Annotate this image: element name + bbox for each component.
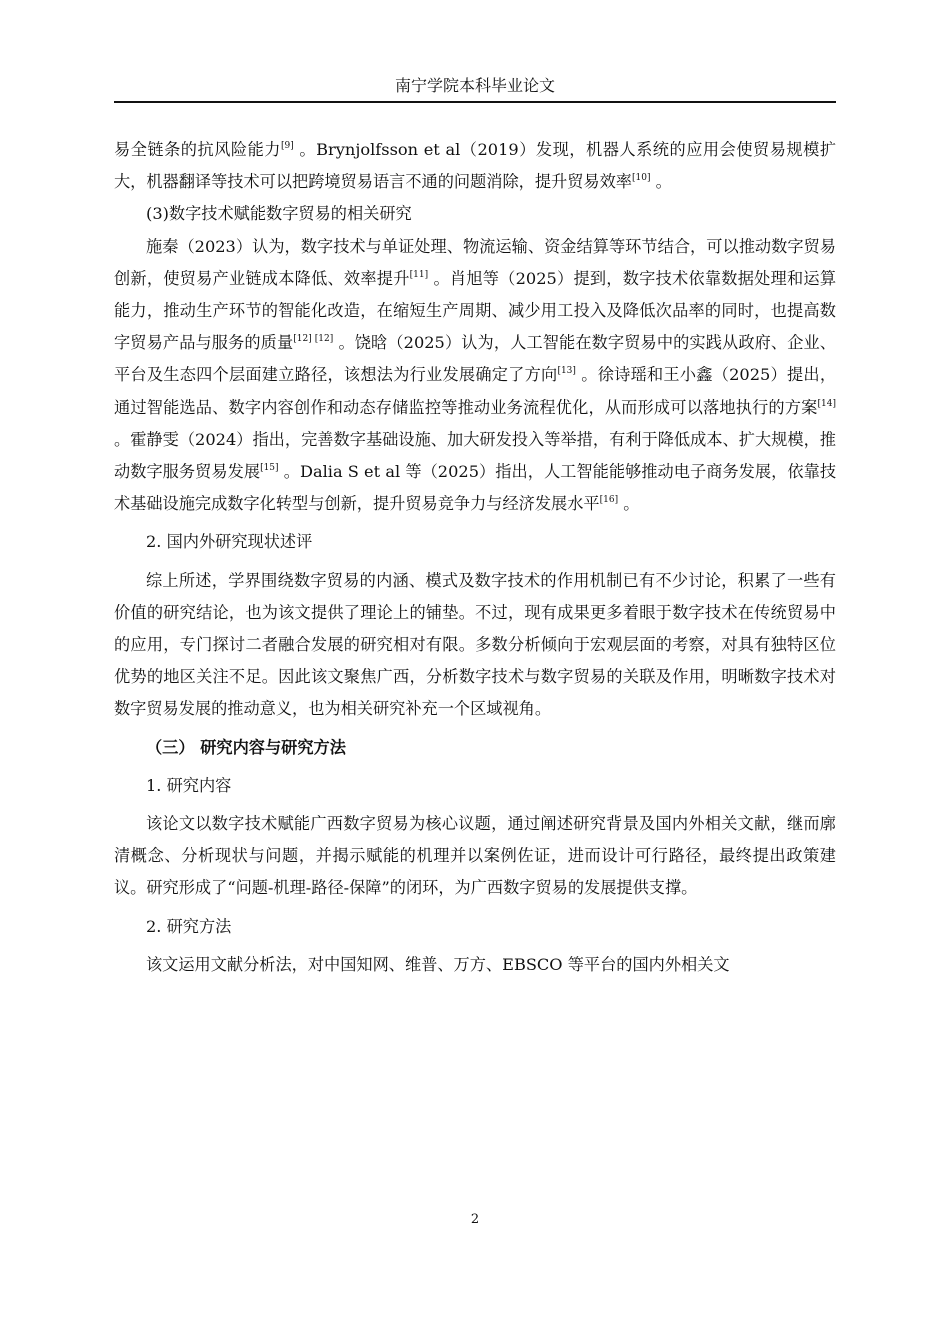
paragraph xyxy=(114,565,836,726)
paragraph-text: 。霍静雯（2024）指出，完善数字基础设施、加大研发投入等举措，有利于降低成本、扩大规模，推动数字服务贸易发展 xyxy=(114,429,836,482)
citation-ref: [9] xyxy=(281,141,294,151)
paragraph xyxy=(114,198,836,230)
paragraph xyxy=(114,770,836,802)
paragraph xyxy=(114,231,836,521)
paragraph-text: 2. 研究方法 xyxy=(146,916,232,936)
citation-ref: [16] xyxy=(599,495,619,506)
paragraph-text: 。 xyxy=(650,172,672,192)
paragraph-text: 该论文以数字技术赋能广西数字贸易为核心议题，通过阐述研究背景及国内外相关文献，继而廓清概念、分析现状与问题，并揭示赋能的机理并以案例佐证，进而设计可行路径，最终提出政策建议。研究形成了“问题-机理-路径-保障”的闭环，为广西数字贸易的发展提供支撑。 xyxy=(114,814,836,898)
paragraph-text: 。Dalia S et al 等（2025）指出，人工智能能够推动电子商务发展，依靠技术基础设施完成数字化转型与创新，提升贸易竞争力与经济发展水平 xyxy=(114,462,837,514)
citation-ref: [14] xyxy=(817,398,836,409)
paragraph xyxy=(114,134,836,198)
header-divider xyxy=(114,101,836,103)
paragraph xyxy=(114,911,836,943)
paragraph-text: 。 xyxy=(618,494,640,514)
paragraph xyxy=(114,949,836,981)
paragraph-text: 。徐诗瑶和王小鑫（2025）提出，通过智能选品、数字内容创作和动态存储监控等推动业务流程优化，从而形成可以落地执行的方案 xyxy=(114,365,837,417)
citation-ref: [15] xyxy=(260,463,279,474)
paragraph-text: 1. 研究内容 xyxy=(146,775,232,795)
paragraph-text: 施秦（2023）认为，数字技术与单证处理、物流运输、资金结算等环节结合，可以推动数字贸易创新，使贸易产业链成本降低、效率提升 xyxy=(114,236,836,288)
paragraph-text: 。饶晗（2025）认为，人工智能在数字贸易中的实践从政府、企业、平台及生态四个层面建立路径，该想法为行业发展确定了方向 xyxy=(114,333,836,385)
page-number: 2 xyxy=(470,1212,480,1227)
paragraph-text: 。肖旭等（2025）提到，数字技术依靠数据处理和运算能力，推动生产环节的智能化改造，在缩短生产周期、减少用工投入及降低次品率的同时，也提高数字贸易产品与服务的质量 xyxy=(114,268,837,353)
section-heading xyxy=(114,732,836,764)
paragraph xyxy=(114,808,836,905)
citation-ref: [10] xyxy=(632,173,651,184)
paragraph-text: 。Brynjolfsson et al（2019）发现，机器人系统的应用会使贸易规模扩大，机器翻译等技术可以把跨境贸易语言不通的问题消除，提升贸易效率 xyxy=(114,140,837,192)
citation-ref: [11] xyxy=(409,269,429,280)
citation-ref: [13] xyxy=(557,366,576,377)
citation-ref: [12] [12] xyxy=(293,334,334,345)
page-header-title: 南宁学院本科毕业论文 xyxy=(394,76,555,95)
paragraph-text: (3)数字技术赋能数字贸易的相关研究 xyxy=(146,204,412,224)
paragraph xyxy=(114,526,836,558)
paragraph-text: 易全链条的抗风险能力 xyxy=(114,140,282,159)
document-body xyxy=(114,134,836,981)
paragraph-text: 2. 国内外研究现状述评 xyxy=(146,532,313,552)
paragraph-text: 综上所述，学界围绕数字贸易的内涵、模式及数字技术的作用机制已有不少讨论，积累了一些有价值的研究结论，也为该文提供了理论上的铺垫。不过，现有成果更多着眼于数字技术在传统贸易中的应用，专门探讨二者融合发展的研究相对有限。多数分析倾向于宏观层面的考察，对具有独特区位优势的地区关注不足。因此该文聚焦广西，分析数字技术与数字贸易的关联及作用，明晰数字技术对数字贸易发展的推动意义，也为相关研究补充一个区域视角。 xyxy=(114,570,836,719)
paragraph-text: （三） 研究内容与研究方法 xyxy=(146,737,346,757)
paragraph-text: 该文运用文献分析法，对中国知网、维普、万方、EBSCO 等平台的国内外相关文 xyxy=(146,954,730,974)
